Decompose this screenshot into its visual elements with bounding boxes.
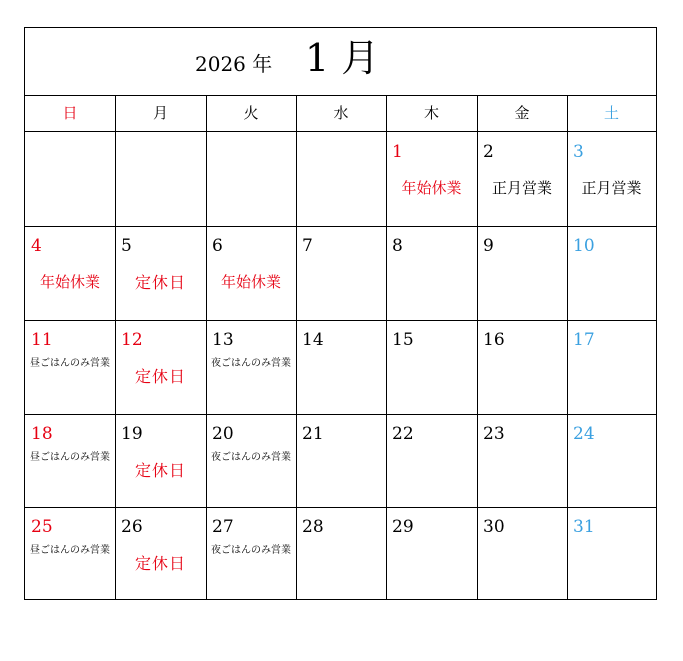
day-cell xyxy=(25,507,115,599)
column-divider xyxy=(296,96,297,599)
day-cell xyxy=(206,507,296,599)
day-number: 12 xyxy=(121,330,143,350)
day-number: 7 xyxy=(302,236,313,256)
day-note: 定休日 xyxy=(134,554,186,573)
day-number: 16 xyxy=(483,330,505,350)
day-number: 1 xyxy=(392,142,403,162)
day-cell xyxy=(567,414,656,507)
day-number: 14 xyxy=(302,330,324,350)
calendar xyxy=(24,27,657,600)
day-cell xyxy=(567,320,656,414)
day-number: 9 xyxy=(483,236,494,256)
day-number: 11 xyxy=(31,330,53,350)
day-number: 10 xyxy=(573,236,595,256)
day-cell xyxy=(386,226,477,320)
calendar-header xyxy=(25,28,656,96)
day-cell xyxy=(477,320,567,414)
day-note: 定休日 xyxy=(134,367,186,386)
day-cell xyxy=(25,226,115,320)
day-number: 30 xyxy=(483,517,505,537)
day-cell xyxy=(386,507,477,599)
day-note: 正月営業 xyxy=(491,179,552,197)
day-cell xyxy=(386,320,477,414)
day-number: 6 xyxy=(212,236,223,256)
day-note: 昼ごはんのみ営業 xyxy=(30,452,110,463)
day-cell xyxy=(25,320,115,414)
day-cell xyxy=(567,226,656,320)
day-note: 定休日 xyxy=(134,461,186,480)
day-cell xyxy=(115,414,206,507)
weekday-header: 日 xyxy=(62,104,78,122)
day-number: 29 xyxy=(392,517,414,537)
day-cell xyxy=(206,132,296,226)
weekday-header: 土 xyxy=(603,104,619,122)
day-number: 2 xyxy=(483,142,494,162)
day-cell xyxy=(206,226,296,320)
weekday-header: 月 xyxy=(152,104,168,122)
day-cell xyxy=(206,320,296,414)
month-label: 1 月 xyxy=(305,36,380,80)
day-number: 3 xyxy=(573,142,584,162)
day-cell xyxy=(477,507,567,599)
weekday-row xyxy=(25,96,656,132)
day-note: 年始休業 xyxy=(220,273,281,291)
calendar-grid xyxy=(25,132,656,599)
day-number: 21 xyxy=(302,424,324,444)
day-number: 4 xyxy=(31,236,42,256)
weekday-header: 金 xyxy=(514,104,530,122)
day-note: 夜ごはんのみ営業 xyxy=(211,452,291,463)
day-note: 夜ごはんのみ営業 xyxy=(211,545,291,556)
day-number: 18 xyxy=(31,424,53,444)
day-cell xyxy=(386,132,477,226)
column-divider xyxy=(386,96,387,599)
column-divider xyxy=(477,96,478,599)
weekday-header: 水 xyxy=(333,104,349,122)
weekday-header: 火 xyxy=(243,104,259,122)
weekday-header: 木 xyxy=(423,104,439,122)
day-number: 25 xyxy=(31,517,53,537)
day-number: 5 xyxy=(121,236,132,256)
day-number: 27 xyxy=(212,517,234,537)
day-note: 定休日 xyxy=(134,273,186,292)
row-divider xyxy=(25,320,656,321)
row-divider xyxy=(25,414,656,415)
day-number: 23 xyxy=(483,424,505,444)
day-cell xyxy=(477,132,567,226)
day-number: 8 xyxy=(392,236,403,256)
column-divider xyxy=(206,96,207,599)
day-note: 年始休業 xyxy=(39,273,100,291)
day-cell xyxy=(296,320,386,414)
day-number: 24 xyxy=(573,424,595,444)
day-cell xyxy=(567,507,656,599)
day-cell xyxy=(115,320,206,414)
day-number: 20 xyxy=(212,424,234,444)
year-label: 2026 年 xyxy=(195,52,273,76)
day-cell xyxy=(296,507,386,599)
day-number: 28 xyxy=(302,517,324,537)
day-cell xyxy=(477,226,567,320)
day-cell xyxy=(296,226,386,320)
day-cell xyxy=(115,132,206,226)
day-cell xyxy=(386,414,477,507)
day-note: 正月営業 xyxy=(581,179,642,197)
day-cell xyxy=(296,132,386,226)
day-number: 17 xyxy=(573,330,595,350)
day-number: 15 xyxy=(392,330,414,350)
day-number: 31 xyxy=(573,517,595,537)
day-note: 夜ごはんのみ営業 xyxy=(211,358,291,369)
day-note: 年始休業 xyxy=(401,179,462,197)
column-divider xyxy=(115,96,116,599)
row-divider xyxy=(25,507,656,508)
day-note: 昼ごはんのみ営業 xyxy=(30,545,110,556)
day-cell xyxy=(115,507,206,599)
day-cell xyxy=(567,132,656,226)
row-divider xyxy=(25,226,656,227)
day-note: 昼ごはんのみ営業 xyxy=(30,358,110,369)
day-number: 19 xyxy=(121,424,143,444)
day-cell xyxy=(115,226,206,320)
day-cell xyxy=(25,414,115,507)
day-number: 13 xyxy=(212,330,234,350)
day-number: 22 xyxy=(392,424,414,444)
day-cell xyxy=(25,132,115,226)
day-cell xyxy=(477,414,567,507)
day-cell xyxy=(206,414,296,507)
day-cell xyxy=(296,414,386,507)
day-number: 26 xyxy=(121,517,143,537)
column-divider xyxy=(567,96,568,599)
